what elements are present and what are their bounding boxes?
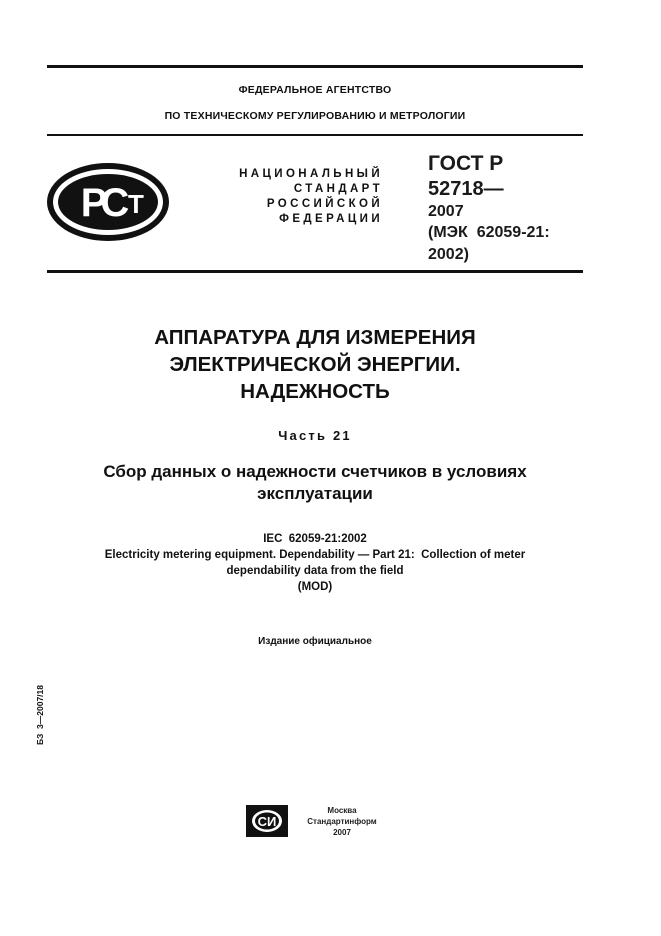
svg-text:Т: Т (128, 189, 144, 219)
edition-note: Издание официальное (258, 636, 372, 647)
publisher-year: 2007 (333, 828, 351, 837)
title-line-2: ЭЛЕКТРИЧЕСКОЙ ЭНЕРГИИ. (169, 353, 461, 376)
standard-type-line-2: СТАНДАРТ (293, 183, 383, 195)
publisher-city: Москва (327, 806, 357, 815)
header-rule (47, 134, 583, 136)
svg-text:РС: РС (80, 181, 124, 225)
top-rule (47, 65, 583, 68)
designation-rule (47, 270, 583, 273)
iec-title-line-1: Electricity metering equipment. Dependability — Part 21: Collection of meter (104, 549, 526, 561)
publisher-logo (246, 805, 288, 837)
svg-text:СИ: СИ (257, 814, 277, 829)
title-line-1: АППАРАТУРА ДЛЯ ИЗМЕРЕНИЯ (154, 326, 476, 349)
part-label: Часть 21 (278, 428, 352, 443)
standard-type-line-3: РОССИЙСКОЙ (266, 198, 383, 210)
gost-r-logo (44, 160, 172, 244)
standard-type-line-1: НАЦИОНАЛЬНЫЙ (239, 168, 383, 180)
designation-line-2: 52718— (428, 178, 504, 200)
agency-line-2: ПО ТЕХНИЧЕСКОМУ РЕГУЛИРОВАНИЮ И МЕТРОЛОГИИ (164, 110, 466, 122)
designation-line-5: 2002) (428, 246, 469, 263)
agency-line-1: ФЕДЕРАЛЬНОЕ АГЕНТСТВО (238, 84, 392, 96)
iec-mod: (MOD) (297, 581, 333, 593)
designation-line-3: 2007 (428, 203, 464, 220)
side-note: БЗ 3—2007/18 (35, 685, 45, 745)
subtitle-line-1: Сбор данных о надежности счетчиков в условиях (103, 462, 527, 481)
title-line-3: НАДЕЖНОСТЬ (240, 380, 390, 403)
standard-type-line-4: ФЕДЕРАЦИИ (279, 213, 383, 225)
designation-line-1: ГОСТ Р (428, 152, 504, 175)
designation-line-4: (МЭК 62059-21: (428, 224, 550, 241)
publisher-name: Стандартинформ (307, 817, 377, 826)
subtitle-line-2: эксплуатации (257, 484, 373, 503)
iec-designation: IEC 62059-21:2002 (263, 533, 367, 545)
iec-title-line-2: dependability data from the field (226, 565, 404, 577)
